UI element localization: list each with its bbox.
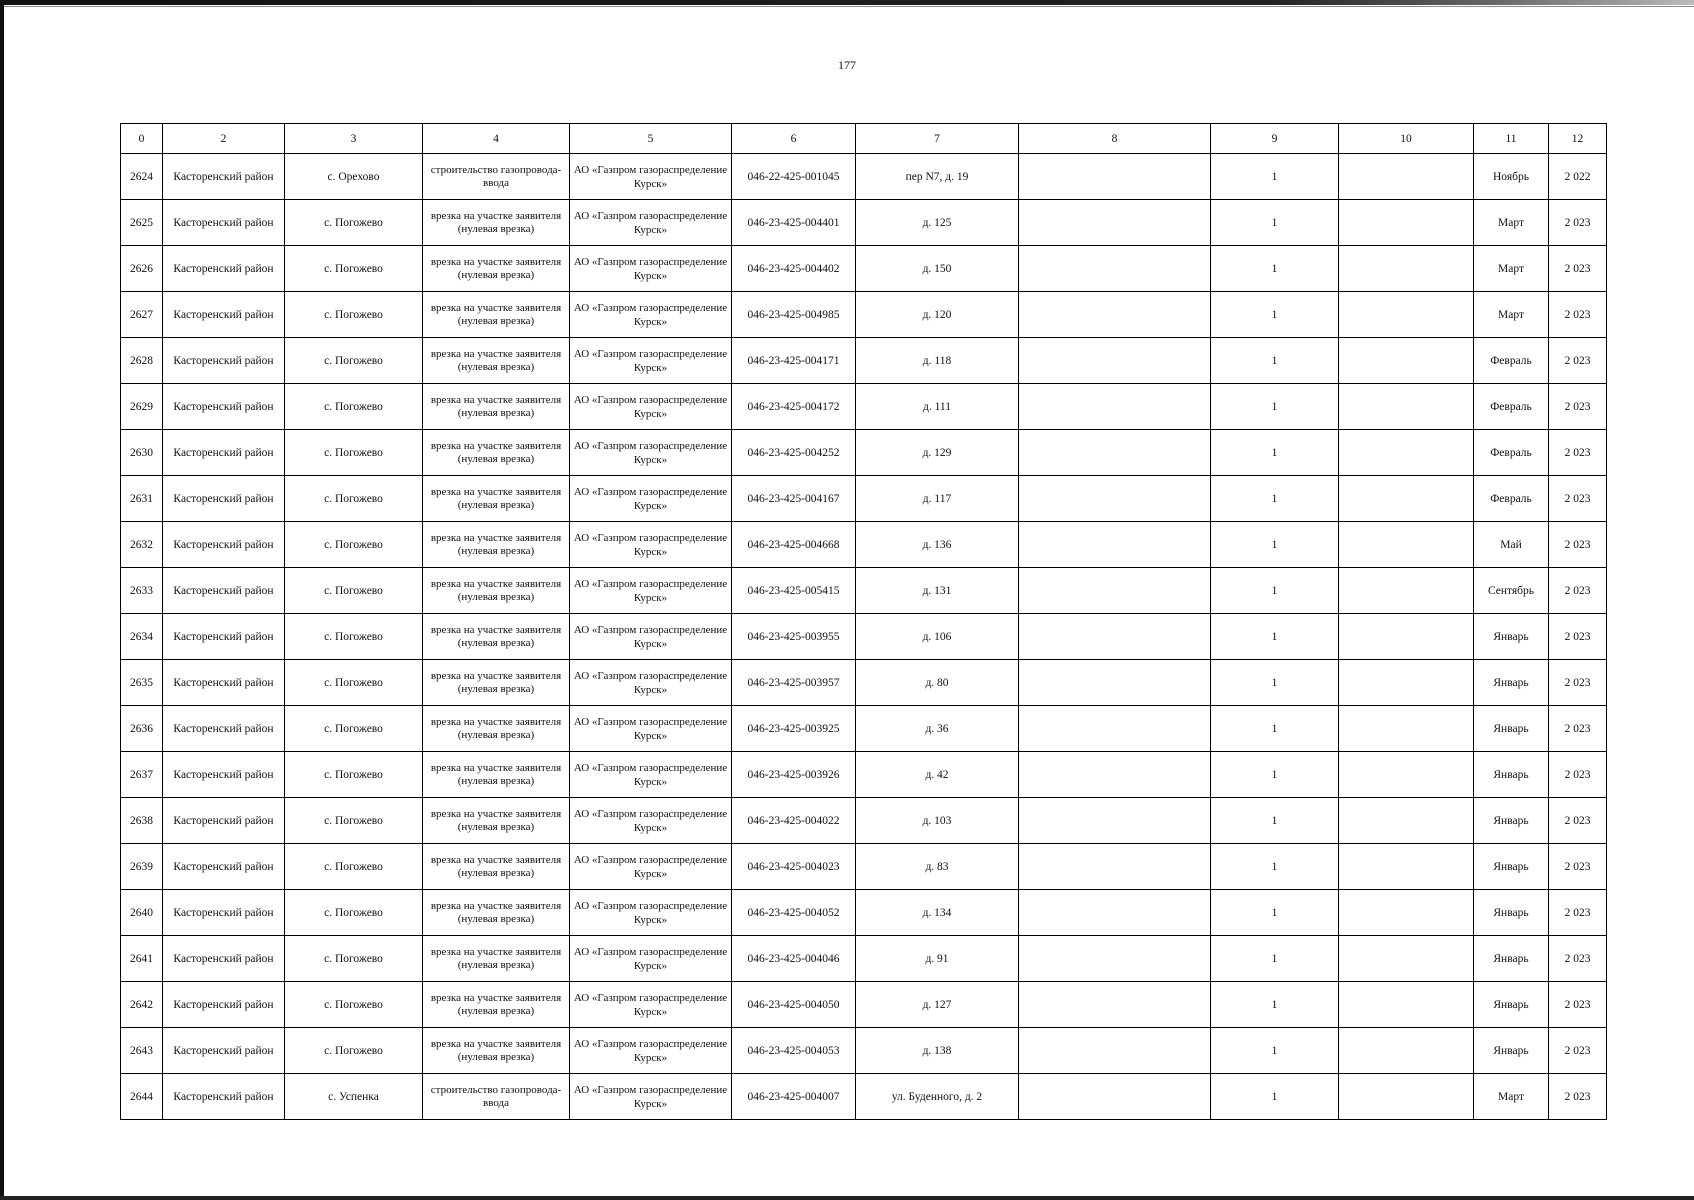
- locality-cell: с. Погожево: [285, 798, 423, 844]
- column-8-cell: [1019, 936, 1211, 982]
- application-number-cell: 046-23-425-004167: [732, 476, 856, 522]
- column-8-cell: [1019, 1074, 1211, 1120]
- row-number-cell: 2629: [121, 384, 163, 430]
- district-cell: Касторенский район: [163, 1074, 285, 1120]
- locality-cell: с. Погожево: [285, 752, 423, 798]
- locality-cell: с. Погожево: [285, 292, 423, 338]
- application-number-cell: 046-23-425-004050: [732, 982, 856, 1028]
- locality-cell: с. Погожево: [285, 844, 423, 890]
- address-cell: д. 131: [856, 568, 1019, 614]
- work-type-cell: врезка на участке заявителя (нулевая врезка): [423, 660, 570, 706]
- quantity-cell: 1: [1211, 844, 1339, 890]
- work-type-cell: врезка на участке заявителя (нулевая врезка): [423, 614, 570, 660]
- month-cell: Январь: [1474, 798, 1549, 844]
- year-cell: 2 022: [1549, 154, 1607, 200]
- month-cell: Январь: [1474, 936, 1549, 982]
- row-number-cell: 2628: [121, 338, 163, 384]
- column-10-cell: [1339, 1074, 1474, 1120]
- month-cell: Март: [1474, 200, 1549, 246]
- locality-cell: с. Погожево: [285, 338, 423, 384]
- work-type-cell: врезка на участке заявителя (нулевая врезка): [423, 384, 570, 430]
- address-cell: д. 91: [856, 936, 1019, 982]
- application-number-cell: 046-22-425-001045: [732, 154, 856, 200]
- district-cell: Касторенский район: [163, 154, 285, 200]
- address-cell: д. 42: [856, 752, 1019, 798]
- locality-cell: с. Погожево: [285, 660, 423, 706]
- column-header: 10: [1339, 124, 1474, 154]
- column-header: 4: [423, 124, 570, 154]
- district-cell: Касторенский район: [163, 936, 285, 982]
- locality-cell: с. Погожево: [285, 246, 423, 292]
- row-number-cell: 2642: [121, 982, 163, 1028]
- column-8-cell: [1019, 844, 1211, 890]
- application-number-cell: 046-23-425-003957: [732, 660, 856, 706]
- year-cell: 2 023: [1549, 200, 1607, 246]
- district-cell: Касторенский район: [163, 798, 285, 844]
- work-type-cell: врезка на участке заявителя (нулевая врезка): [423, 706, 570, 752]
- quantity-cell: 1: [1211, 660, 1339, 706]
- scan-top-border-line: [0, 6, 1694, 7]
- organization-cell: АО «Газпром газораспределение Курск»: [570, 292, 732, 338]
- column-8-cell: [1019, 752, 1211, 798]
- year-cell: 2 023: [1549, 246, 1607, 292]
- table-row: [121, 200, 1607, 246]
- year-cell: 2 023: [1549, 1028, 1607, 1074]
- column-8-cell: [1019, 384, 1211, 430]
- work-type-cell: врезка на участке заявителя (нулевая врезка): [423, 200, 570, 246]
- row-number-cell: 2624: [121, 154, 163, 200]
- organization-cell: АО «Газпром газораспределение Курск»: [570, 522, 732, 568]
- district-cell: Касторенский район: [163, 1028, 285, 1074]
- quantity-cell: 1: [1211, 384, 1339, 430]
- month-cell: Январь: [1474, 614, 1549, 660]
- column-header: 9: [1211, 124, 1339, 154]
- year-cell: 2 023: [1549, 752, 1607, 798]
- locality-cell: с. Погожево: [285, 384, 423, 430]
- column-8-cell: [1019, 200, 1211, 246]
- quantity-cell: 1: [1211, 936, 1339, 982]
- district-cell: Касторенский район: [163, 476, 285, 522]
- column-8-cell: [1019, 476, 1211, 522]
- locality-cell: с. Погожево: [285, 614, 423, 660]
- year-cell: 2 023: [1549, 844, 1607, 890]
- organization-cell: АО «Газпром газораспределение Курск»: [570, 890, 732, 936]
- row-number-cell: 2637: [121, 752, 163, 798]
- organization-cell: АО «Газпром газораспределение Курск»: [570, 660, 732, 706]
- district-cell: Касторенский район: [163, 752, 285, 798]
- address-cell: д. 83: [856, 844, 1019, 890]
- work-type-cell: врезка на участке заявителя (нулевая врезка): [423, 246, 570, 292]
- year-cell: 2 023: [1549, 890, 1607, 936]
- column-8-cell: [1019, 568, 1211, 614]
- year-cell: 2 023: [1549, 568, 1607, 614]
- work-type-cell: врезка на участке заявителя (нулевая врезка): [423, 798, 570, 844]
- quantity-cell: 1: [1211, 890, 1339, 936]
- organization-cell: АО «Газпром газораспределение Курск»: [570, 154, 732, 200]
- row-number-cell: 2644: [121, 1074, 163, 1120]
- work-type-cell: врезка на участке заявителя (нулевая врезка): [423, 982, 570, 1028]
- year-cell: 2 023: [1549, 476, 1607, 522]
- address-cell: д. 106: [856, 614, 1019, 660]
- table-row: [121, 1028, 1607, 1074]
- quantity-cell: 1: [1211, 798, 1339, 844]
- district-cell: Касторенский район: [163, 430, 285, 476]
- district-cell: Касторенский район: [163, 844, 285, 890]
- locality-cell: с. Погожево: [285, 706, 423, 752]
- table-row: [121, 660, 1607, 706]
- data-table: [120, 123, 1607, 1120]
- organization-cell: АО «Газпром газораспределение Курск»: [570, 476, 732, 522]
- organization-cell: АО «Газпром газораспределение Курск»: [570, 384, 732, 430]
- district-cell: Касторенский район: [163, 614, 285, 660]
- column-8-cell: [1019, 614, 1211, 660]
- locality-cell: с. Погожево: [285, 430, 423, 476]
- organization-cell: АО «Газпром газораспределение Курск»: [570, 982, 732, 1028]
- application-number-cell: 046-23-425-004046: [732, 936, 856, 982]
- locality-cell: с. Погожево: [285, 982, 423, 1028]
- application-number-cell: 046-23-425-005415: [732, 568, 856, 614]
- work-type-cell: врезка на участке заявителя (нулевая врезка): [423, 752, 570, 798]
- address-cell: д. 125: [856, 200, 1019, 246]
- quantity-cell: 1: [1211, 752, 1339, 798]
- address-cell: д. 103: [856, 798, 1019, 844]
- column-8-cell: [1019, 154, 1211, 200]
- month-cell: Март: [1474, 1074, 1549, 1120]
- column-10-cell: [1339, 936, 1474, 982]
- work-type-cell: врезка на участке заявителя (нулевая врезка): [423, 568, 570, 614]
- organization-cell: АО «Газпром газораспределение Курск»: [570, 338, 732, 384]
- column-header: 7: [856, 124, 1019, 154]
- table-row: [121, 430, 1607, 476]
- month-cell: Февраль: [1474, 338, 1549, 384]
- district-cell: Касторенский район: [163, 568, 285, 614]
- year-cell: 2 023: [1549, 798, 1607, 844]
- application-number-cell: 046-23-425-004053: [732, 1028, 856, 1074]
- row-number-cell: 2638: [121, 798, 163, 844]
- quantity-cell: 1: [1211, 200, 1339, 246]
- table-row: [121, 890, 1607, 936]
- column-10-cell: [1339, 1028, 1474, 1074]
- district-cell: Касторенский район: [163, 338, 285, 384]
- month-cell: Ноябрь: [1474, 154, 1549, 200]
- locality-cell: с. Орехово: [285, 154, 423, 200]
- column-10-cell: [1339, 522, 1474, 568]
- work-type-cell: врезка на участке заявителя (нулевая врезка): [423, 890, 570, 936]
- organization-cell: АО «Газпром газораспределение Курск»: [570, 936, 732, 982]
- locality-cell: с. Погожево: [285, 568, 423, 614]
- application-number-cell: 046-23-425-004022: [732, 798, 856, 844]
- work-type-cell: строительство газопровода-ввода: [423, 154, 570, 200]
- column-8-cell: [1019, 982, 1211, 1028]
- address-cell: д. 120: [856, 292, 1019, 338]
- application-number-cell: 046-23-425-004401: [732, 200, 856, 246]
- table-row: [121, 338, 1607, 384]
- month-cell: Январь: [1474, 660, 1549, 706]
- column-header: 8: [1019, 124, 1211, 154]
- column-10-cell: [1339, 154, 1474, 200]
- column-8-cell: [1019, 660, 1211, 706]
- column-header: 12: [1549, 124, 1607, 154]
- row-number-cell: 2632: [121, 522, 163, 568]
- year-cell: 2 023: [1549, 292, 1607, 338]
- quantity-cell: 1: [1211, 476, 1339, 522]
- locality-cell: с. Погожево: [285, 476, 423, 522]
- locality-cell: с. Погожево: [285, 890, 423, 936]
- column-8-cell: [1019, 246, 1211, 292]
- organization-cell: АО «Газпром газораспределение Курск»: [570, 246, 732, 292]
- district-cell: Касторенский район: [163, 982, 285, 1028]
- table-row: [121, 1074, 1607, 1120]
- column-8-cell: [1019, 430, 1211, 476]
- district-cell: Касторенский район: [163, 246, 285, 292]
- table-row: [121, 936, 1607, 982]
- address-cell: д. 117: [856, 476, 1019, 522]
- row-number-cell: 2636: [121, 706, 163, 752]
- row-number-cell: 2643: [121, 1028, 163, 1074]
- scan-left-border: [0, 0, 4, 1200]
- locality-cell: с. Погожево: [285, 522, 423, 568]
- quantity-cell: 1: [1211, 614, 1339, 660]
- application-number-cell: 046-23-425-004172: [732, 384, 856, 430]
- quantity-cell: 1: [1211, 338, 1339, 384]
- quantity-cell: 1: [1211, 522, 1339, 568]
- column-8-cell: [1019, 706, 1211, 752]
- table-row: [121, 292, 1607, 338]
- application-number-cell: 046-23-425-004171: [732, 338, 856, 384]
- application-number-cell: 046-23-425-004985: [732, 292, 856, 338]
- column-10-cell: [1339, 200, 1474, 246]
- quantity-cell: 1: [1211, 1028, 1339, 1074]
- column-header: 3: [285, 124, 423, 154]
- year-cell: 2 023: [1549, 614, 1607, 660]
- table-row: [121, 384, 1607, 430]
- year-cell: 2 023: [1549, 936, 1607, 982]
- row-number-cell: 2639: [121, 844, 163, 890]
- column-header: 2: [163, 124, 285, 154]
- column-10-cell: [1339, 476, 1474, 522]
- column-8-cell: [1019, 798, 1211, 844]
- column-10-cell: [1339, 844, 1474, 890]
- year-cell: 2 023: [1549, 660, 1607, 706]
- column-10-cell: [1339, 384, 1474, 430]
- column-8-cell: [1019, 338, 1211, 384]
- quantity-cell: 1: [1211, 982, 1339, 1028]
- work-type-cell: врезка на участке заявителя (нулевая врезка): [423, 844, 570, 890]
- address-cell: д. 111: [856, 384, 1019, 430]
- month-cell: Январь: [1474, 844, 1549, 890]
- application-number-cell: 046-23-425-004023: [732, 844, 856, 890]
- row-number-cell: 2630: [121, 430, 163, 476]
- month-cell: Январь: [1474, 1028, 1549, 1074]
- quantity-cell: 1: [1211, 292, 1339, 338]
- column-10-cell: [1339, 246, 1474, 292]
- organization-cell: АО «Газпром газораспределение Курск»: [570, 430, 732, 476]
- column-10-cell: [1339, 660, 1474, 706]
- column-header: 11: [1474, 124, 1549, 154]
- column-8-cell: [1019, 292, 1211, 338]
- row-number-cell: 2634: [121, 614, 163, 660]
- application-number-cell: 046-23-425-003955: [732, 614, 856, 660]
- month-cell: Январь: [1474, 706, 1549, 752]
- work-type-cell: врезка на участке заявителя (нулевая врезка): [423, 338, 570, 384]
- district-cell: Касторенский район: [163, 890, 285, 936]
- table-row: [121, 982, 1607, 1028]
- column-8-cell: [1019, 522, 1211, 568]
- organization-cell: АО «Газпром газораспределение Курск»: [570, 752, 732, 798]
- table-row: [121, 752, 1607, 798]
- table-row: [121, 614, 1607, 660]
- application-number-cell: 046-23-425-003925: [732, 706, 856, 752]
- column-10-cell: [1339, 292, 1474, 338]
- work-type-cell: врезка на участке заявителя (нулевая врезка): [423, 476, 570, 522]
- month-cell: Январь: [1474, 890, 1549, 936]
- month-cell: Май: [1474, 522, 1549, 568]
- table-row: [121, 476, 1607, 522]
- table-row: [121, 568, 1607, 614]
- table-row: [121, 246, 1607, 292]
- address-cell: д. 134: [856, 890, 1019, 936]
- quantity-cell: 1: [1211, 246, 1339, 292]
- organization-cell: АО «Газпром газораспределение Курск»: [570, 614, 732, 660]
- locality-cell: с. Погожево: [285, 200, 423, 246]
- address-cell: д. 127: [856, 982, 1019, 1028]
- application-number-cell: 046-23-425-003926: [732, 752, 856, 798]
- work-type-cell: врезка на участке заявителя (нулевая врезка): [423, 522, 570, 568]
- application-number-cell: 046-23-425-004402: [732, 246, 856, 292]
- month-cell: Январь: [1474, 752, 1549, 798]
- column-10-cell: [1339, 614, 1474, 660]
- row-number-cell: 2625: [121, 200, 163, 246]
- table-row: [121, 844, 1607, 890]
- column-10-cell: [1339, 706, 1474, 752]
- organization-cell: АО «Газпром газораспределение Курск»: [570, 1028, 732, 1074]
- scan-bottom-border: [0, 1196, 1694, 1200]
- month-cell: Март: [1474, 292, 1549, 338]
- district-cell: Касторенский район: [163, 384, 285, 430]
- address-cell: ул. Буденного, д. 2: [856, 1074, 1019, 1120]
- year-cell: 2 023: [1549, 982, 1607, 1028]
- quantity-cell: 1: [1211, 706, 1339, 752]
- month-cell: Март: [1474, 246, 1549, 292]
- month-cell: Февраль: [1474, 476, 1549, 522]
- column-10-cell: [1339, 752, 1474, 798]
- application-number-cell: 046-23-425-004668: [732, 522, 856, 568]
- scan-top-border: [0, 0, 1694, 5]
- column-10-cell: [1339, 982, 1474, 1028]
- year-cell: 2 023: [1549, 430, 1607, 476]
- table-header-row: [121, 124, 1607, 154]
- column-header: 6: [732, 124, 856, 154]
- application-number-cell: 046-23-425-004252: [732, 430, 856, 476]
- row-number-cell: 2633: [121, 568, 163, 614]
- address-cell: пер N7, д. 19: [856, 154, 1019, 200]
- year-cell: 2 023: [1549, 706, 1607, 752]
- locality-cell: с. Погожево: [285, 936, 423, 982]
- row-number-cell: 2631: [121, 476, 163, 522]
- locality-cell: с. Погожево: [285, 1028, 423, 1074]
- address-cell: д. 118: [856, 338, 1019, 384]
- district-cell: Касторенский район: [163, 522, 285, 568]
- year-cell: 2 023: [1549, 338, 1607, 384]
- column-10-cell: [1339, 890, 1474, 936]
- address-cell: д. 138: [856, 1028, 1019, 1074]
- column-8-cell: [1019, 890, 1211, 936]
- work-type-cell: врезка на участке заявителя (нулевая врезка): [423, 936, 570, 982]
- month-cell: Январь: [1474, 982, 1549, 1028]
- locality-cell: с. Успенка: [285, 1074, 423, 1120]
- organization-cell: АО «Газпром газораспределение Курск»: [570, 706, 732, 752]
- work-type-cell: строительство газопровода-ввода: [423, 1074, 570, 1120]
- year-cell: 2 023: [1549, 1074, 1607, 1120]
- quantity-cell: 1: [1211, 568, 1339, 614]
- table-row: [121, 154, 1607, 200]
- organization-cell: АО «Газпром газораспределение Курск»: [570, 200, 732, 246]
- quantity-cell: 1: [1211, 154, 1339, 200]
- address-cell: д. 80: [856, 660, 1019, 706]
- row-number-cell: 2626: [121, 246, 163, 292]
- district-cell: Касторенский район: [163, 292, 285, 338]
- table-row: [121, 798, 1607, 844]
- quantity-cell: 1: [1211, 430, 1339, 476]
- address-cell: д. 36: [856, 706, 1019, 752]
- column-10-cell: [1339, 430, 1474, 476]
- column-10-cell: [1339, 798, 1474, 844]
- district-cell: Касторенский район: [163, 706, 285, 752]
- work-type-cell: врезка на участке заявителя (нулевая врезка): [423, 1028, 570, 1074]
- year-cell: 2 023: [1549, 522, 1607, 568]
- organization-cell: АО «Газпром газораспределение Курск»: [570, 568, 732, 614]
- column-10-cell: [1339, 568, 1474, 614]
- address-cell: д. 150: [856, 246, 1019, 292]
- organization-cell: АО «Газпром газораспределение Курск»: [570, 798, 732, 844]
- work-type-cell: врезка на участке заявителя (нулевая врезка): [423, 430, 570, 476]
- organization-cell: АО «Газпром газораспределение Курск»: [570, 844, 732, 890]
- table-row: [121, 706, 1607, 752]
- month-cell: Февраль: [1474, 430, 1549, 476]
- address-cell: д. 136: [856, 522, 1019, 568]
- column-10-cell: [1339, 338, 1474, 384]
- row-number-cell: 2641: [121, 936, 163, 982]
- organization-cell: АО «Газпром газораспределение Курск»: [570, 1074, 732, 1120]
- district-cell: Касторенский район: [163, 200, 285, 246]
- column-header: 0: [121, 124, 163, 154]
- row-number-cell: 2635: [121, 660, 163, 706]
- application-number-cell: 046-23-425-004007: [732, 1074, 856, 1120]
- row-number-cell: 2627: [121, 292, 163, 338]
- month-cell: Сентябрь: [1474, 568, 1549, 614]
- row-number-cell: 2640: [121, 890, 163, 936]
- district-cell: Касторенский район: [163, 660, 285, 706]
- page-number: 177: [838, 58, 856, 72]
- work-type-cell: врезка на участке заявителя (нулевая врезка): [423, 292, 570, 338]
- column-8-cell: [1019, 1028, 1211, 1074]
- month-cell: Февраль: [1474, 384, 1549, 430]
- quantity-cell: 1: [1211, 1074, 1339, 1120]
- column-header: 5: [570, 124, 732, 154]
- address-cell: д. 129: [856, 430, 1019, 476]
- application-number-cell: 046-23-425-004052: [732, 890, 856, 936]
- table-body: [121, 154, 1607, 1120]
- year-cell: 2 023: [1549, 384, 1607, 430]
- table-row: [121, 522, 1607, 568]
